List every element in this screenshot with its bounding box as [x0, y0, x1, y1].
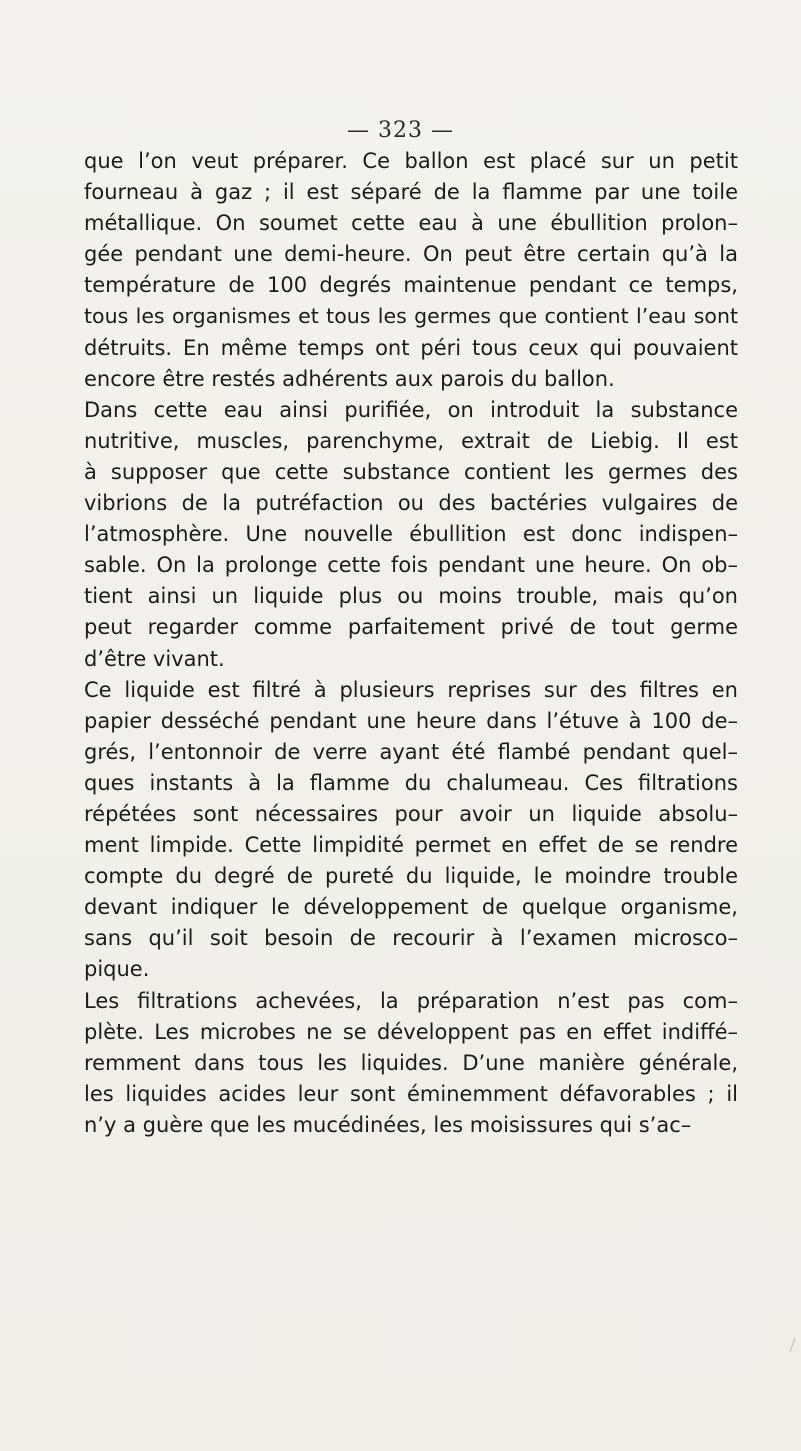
text-line: pique.: [84, 957, 150, 982]
text-line: remment dans tous les liquides. D’une manière générale,: [84, 1050, 738, 1075]
text-line: plète. Les microbes ne se développent pas en effet indiffé–: [84, 1019, 738, 1044]
margin-mark: [789, 1338, 801, 1352]
text-line: grés, l’entonnoir de verre ayant été flambé pendant quel–: [84, 739, 738, 764]
text-line: fourneau à gaz ; il est séparé de la flamme par une toile: [84, 180, 738, 205]
text-line: peut regarder comme parfaitement privé de tout germe: [84, 615, 738, 640]
text-line: répétées sont nécessaires pour avoir un liquide absolu–: [84, 801, 738, 826]
text-line: ment limpide. Cette limpidité permet en effet de se rendre: [84, 833, 738, 858]
text-line: métallique. On soumet cette eau à une ébullition prolon–: [84, 211, 738, 236]
text-line: gée pendant une demi-heure. On peut être certain qu’à la: [84, 242, 738, 267]
text-line: l’atmosphère. Une nouvelle ébullition est donc indispen–: [84, 522, 738, 547]
text-line: Les filtrations achevées, la préparation n’est pas com–: [84, 988, 738, 1013]
text-line: température de 100 degrés maintenue pendant ce temps,: [84, 273, 738, 298]
text-line: devant indiquer le développement de quelque organisme,: [84, 895, 738, 920]
body-text: [84, 146, 738, 1141]
page-number: — 323 —: [347, 118, 454, 143]
text-line: encore être restés adhérents aux parois du ballon.: [84, 366, 615, 391]
text-line: papier desséché pendant une heure dans l’étuve à 100 de–: [84, 708, 738, 733]
text-line: compte du degré de pureté du liquide, le moindre trouble: [84, 864, 738, 889]
text-line: sans qu’il soit besoin de recourir à l’examen microsco–: [84, 926, 738, 951]
text-line: ques instants à la flamme du chalumeau. Ces filtrations: [84, 770, 738, 795]
text-line: nutritive, muscles, parenchyme, extrait de Liebig. Il est: [84, 428, 738, 453]
text-line: Dans cette eau ainsi purifiée, on introduit la substance: [84, 397, 738, 422]
text-line: tient ainsi un liquide plus ou moins trouble, mais qu’on: [84, 584, 738, 609]
text-line: que l’on veut préparer. Ce ballon est placé sur un petit: [84, 149, 738, 173]
text-line: les liquides acides leur sont éminemment défavorables ; il: [84, 1081, 738, 1106]
text-line: tous les organismes et tous les germes que contient l’eau sont: [84, 304, 738, 329]
text-line: vibrions de la putréfaction ou des bactéries vulgaires de: [84, 491, 738, 516]
text-line: détruits. En même temps ont péri tous ceux qui pouvaient: [84, 335, 738, 360]
text-line: n’y a guère que les mucédinées, les moisissures qui s’ac–: [84, 1112, 692, 1137]
text-line: Ce liquide est filtré à plusieurs reprises sur des filtres en: [84, 677, 738, 702]
text-line: d’être vivant.: [84, 646, 225, 671]
text-line: sable. On la prolonge cette fois pendant une heure. On ob–: [84, 553, 738, 578]
text-line: à supposer que cette substance contient les germes des: [84, 459, 738, 484]
